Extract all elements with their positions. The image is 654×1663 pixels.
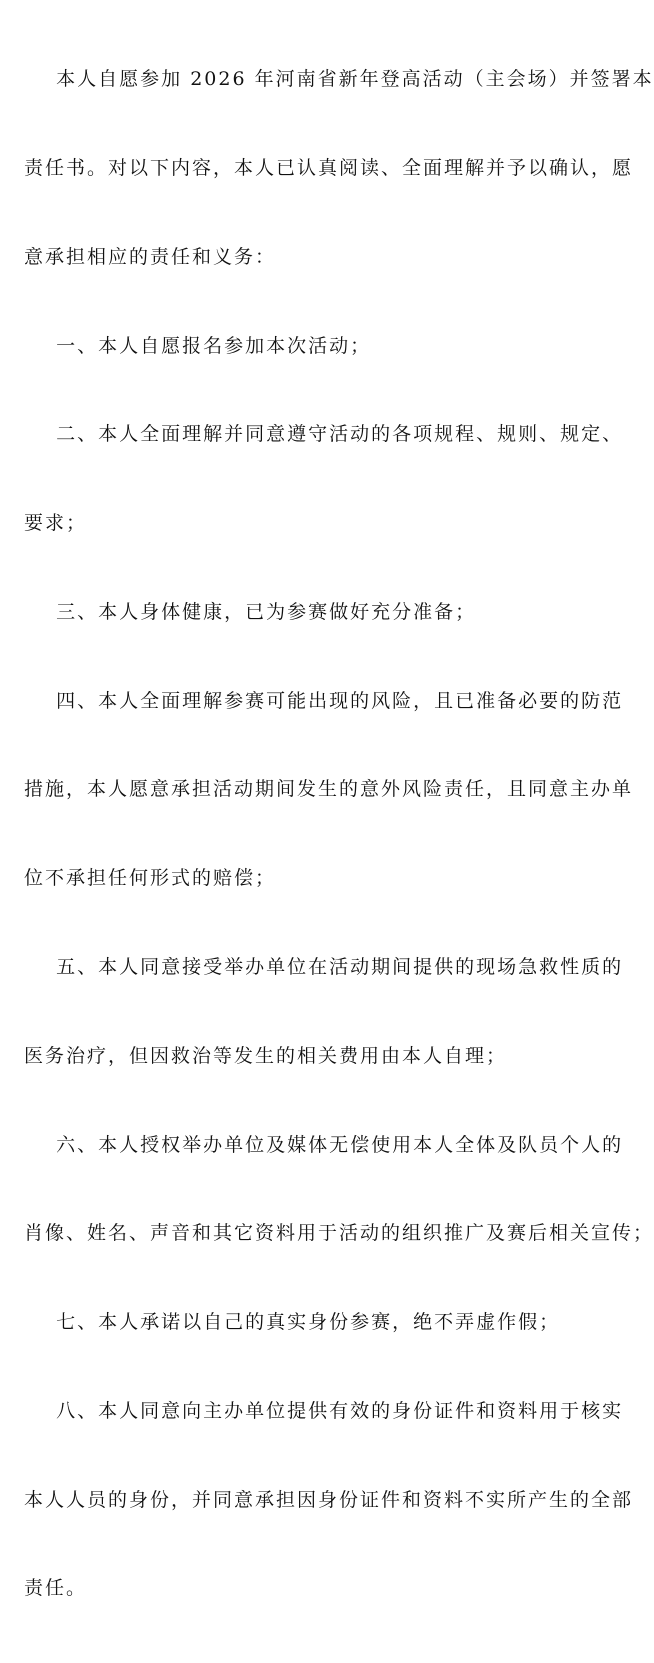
text-line: 要求； [24, 512, 88, 535]
text-line: 责任。 [24, 1577, 88, 1600]
text-line: 位不承担任何形式的赔偿； [24, 867, 277, 890]
text-line: 医务治疗，但因救治等发生的相关费用由本人自理； [24, 1044, 508, 1067]
text-line: 二、本人全面理解并同意遵守活动的各项规程、规则、规定、 [24, 423, 624, 446]
text-line: 三、本人身体健康，已为参赛做好充分准备； [24, 600, 477, 623]
text-line: 一、本人自愿报名参加本次活动； [24, 334, 372, 357]
text-line: 四、本人全面理解参赛可能出现的风险，且已准备必要的防范 [24, 689, 624, 712]
text-line: 肖像、姓名、声音和其它资料用于活动的组织推广及赛后相关宣传； [24, 1222, 654, 1245]
text-line: 五、本人同意接受举办单位在活动期间提供的现场急救性质的 [24, 956, 624, 978]
text-line: 本人人员的身份，并同意承担因身份证件和资料不实所产生的全部 [24, 1488, 634, 1511]
text-line: 本人自愿参加 2026 年河南省新年登高活动（主会场）并签署本 [24, 68, 654, 91]
text-line: 措施，本人愿意承担活动期间发生的意外风险责任，且同意主办单 [24, 778, 634, 801]
liability-statement-text [24, 6, 654, 1663]
text-line: 责任书。对以下内容，本人已认真阅读、全面理解并予以确认，愿 [24, 156, 634, 179]
text-line: 六、本人授权举办单位及媒体无偿使用本人全体及队员个人的 [24, 1133, 624, 1156]
text-line: 七、本人承诺以自己的真实身份参赛，绝不弄虚作假； [24, 1311, 561, 1334]
text-line: 八、本人同意向主办单位提供有效的身份证件和资料用于核实 [24, 1399, 624, 1422]
text-line: 意承担相应的责任和义务： [24, 245, 277, 268]
